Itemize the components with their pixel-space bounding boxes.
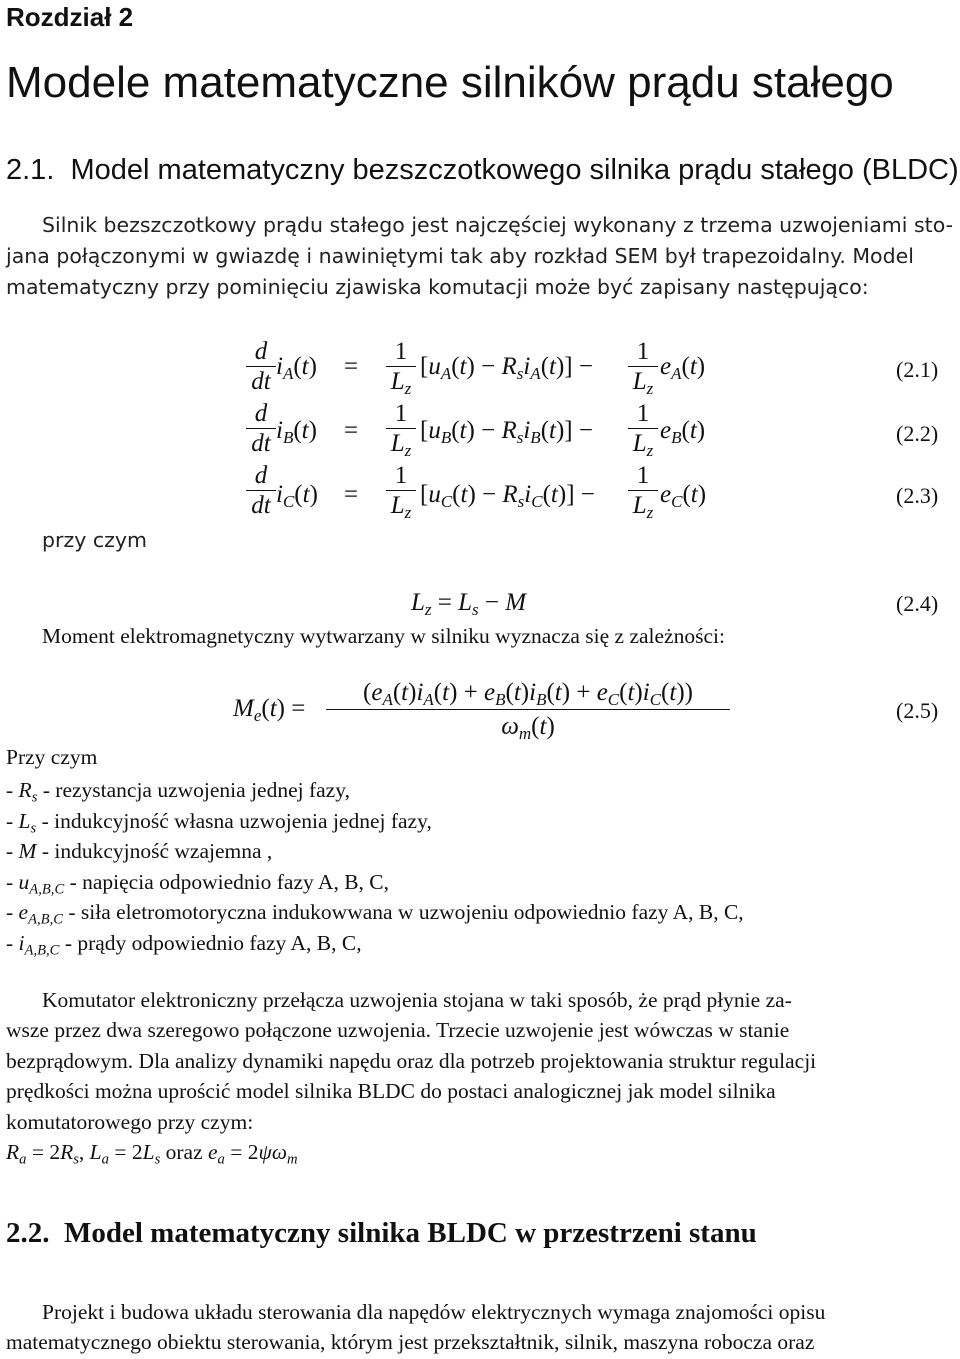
equation-number: (2.5) — [896, 698, 939, 723]
simplification-formula: $R_a = 2R_s$, $L_a = 2L_s$ oraz $e_a = 2\psi\omega_m$ — [6, 1140, 298, 1168]
final-line-2: matematycznego obiektu sterowania, którym jest przekształtnik, silnik, maszyna robocza oraz — [6, 1330, 815, 1354]
section-heading-2 — [6, 1217, 757, 1250]
przy-czym-label: przy czym — [42, 528, 147, 552]
chapter-label: Rozdział 2 — [6, 2, 134, 32]
section-number: 2.1. — [6, 154, 55, 186]
equation-number: (2.1) — [896, 357, 939, 382]
list-item: - $e_{A,B,C}$ - siła eletromotoryczna indukowwana w uzwojeniu odpowiednio fazy A, B, C, — [6, 900, 744, 928]
komutator-line-2: wsze przez dwa szeregowo połączone uzwojenia. Trzecie uzwojenie jest wówczas w stanie — [6, 1018, 790, 1042]
chapter-title: Modele matematyczne silników prądu stałego — [6, 58, 894, 107]
list-item: - $u_{A,B,C}$ - napięcia odpowiednio fazy A, B, C, — [6, 869, 390, 897]
list-item: - M - indukcyjność wzajemna , — [6, 839, 273, 863]
section-title: Model matematyczny bezszczotkowego silnika prądu stałego (BLDC) — [70, 154, 959, 186]
section-title: Model matematyczny silnika BLDC w przestrzeni stanu — [64, 1217, 757, 1249]
list-item: - $i_{A,B,C}$ - prądy odpowiednio fazy A, B, C, — [6, 930, 362, 958]
equation-number: (2.2) — [896, 421, 939, 446]
equation-number: (2.4) — [896, 591, 939, 616]
intro-line-2: jana połączonymi w gwiazdę i nawiniętymi tak aby rozkład SEM był trapezoidalny. Model — [6, 244, 914, 268]
intro-line-1: Silnik bezszczotkowy prądu stałego jest najczęściej wykonany z trzema uzwojeniami sto- — [42, 213, 954, 237]
komutator-line-1: Komutator elektroniczny przełącza uzwojenia stojana w taki sposób, że prąd płynie za- — [42, 988, 792, 1012]
section-number: 2.2. — [6, 1217, 50, 1249]
komutator-line-4: prędkości można uprościć model silnika BLDC do postaci analogicznej jak model silnika — [6, 1079, 776, 1103]
intro-line-3: matematyczny przy pominięciu zjawiska komutacji może być zapisany następująco: — [6, 275, 869, 299]
list-item: - $L_s$ - indukcyjność własna uzwojenia jednej fazy, — [6, 808, 432, 836]
moment-text: Moment elektromagnetyczny wytwarzany w silniku wyznacza się z zależności: — [42, 624, 725, 648]
przy-czym-heading: Przy czym — [6, 745, 98, 769]
komutator-line-5: komutatorowego przy czym: — [6, 1110, 254, 1134]
komutator-line-3: bezprądowym. Dla analizy dynamiki napędu oraz dla potrzeb projektowania struktur regulacji — [6, 1049, 817, 1073]
definitions-list — [6, 775, 744, 958]
equation-number: (2.3) — [896, 483, 939, 508]
final-line-1: Projekt i budowa układu sterowania dla napędów elektrycznych wymaga znajomości opisu — [42, 1300, 826, 1324]
section-heading — [6, 154, 959, 187]
list-item: - $R_s$ - rezystancja uzwojenia jednej fazy, — [6, 778, 350, 806]
